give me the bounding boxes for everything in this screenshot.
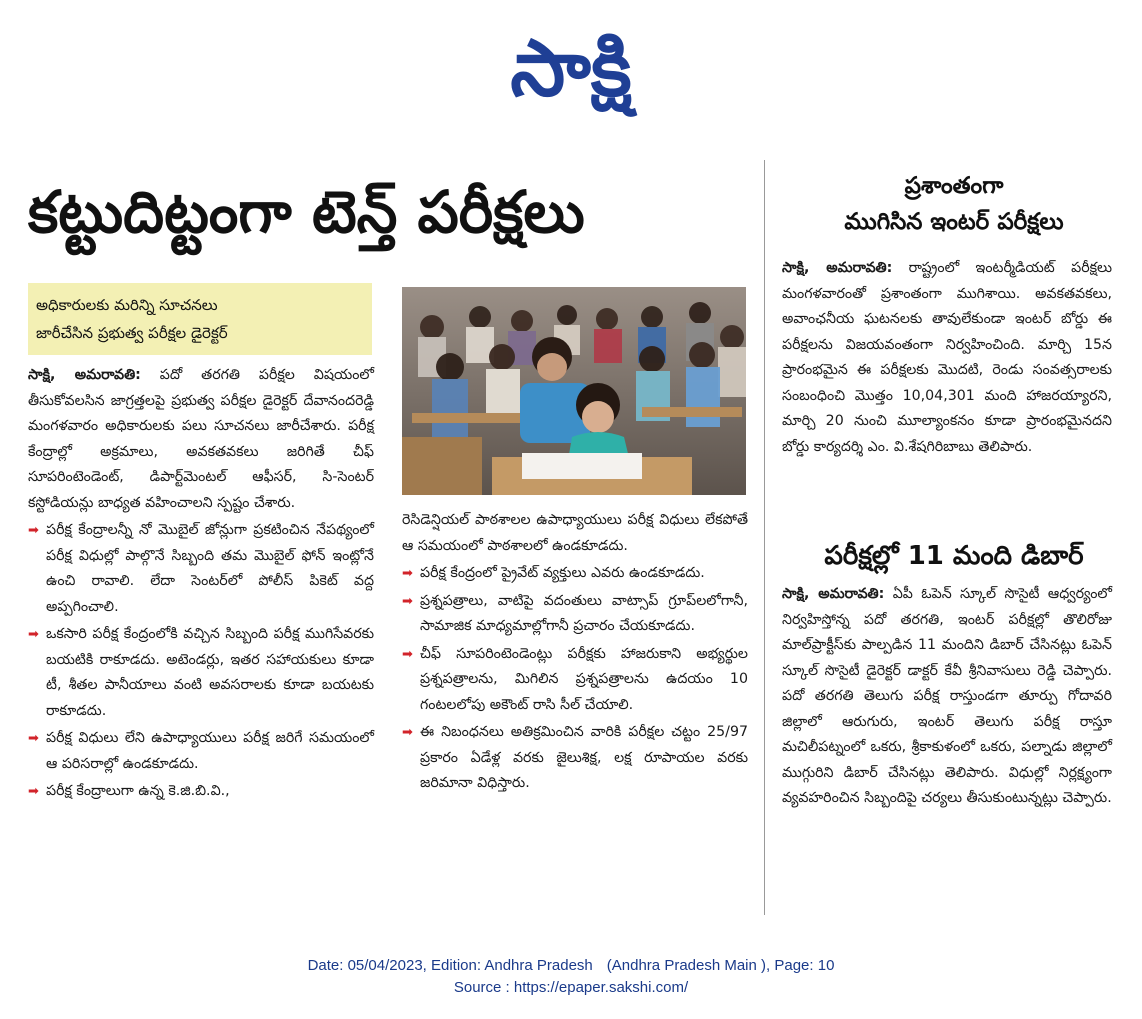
side-article-2-text: ఏపీ ఓపెన్ స్కూల్ సొసైటీ ఆధ్వర్యంలో నిర్వహిస్తోన్న పదో తరగతి, ఇంటర్ పరీక్షల్లో తొలిరోజు మాల్‌ప్రాక్టీస్‌కు పాల్పడిన 11 మందిని డిబార్ చేసినట్లు ఓపెన్ స్కూల్ సొసైటీ డైరెక్టర్ డాక్టర్ కేవీ శ్రీనివాసులు రెడ్డి చెప్పారు. పదో తరగతి తెలుగు పరీక్ష రాస్తుండగా తూర్పు గోదావరి జిల్లాలో ఆరుగురు, ఇంటర్ తెలుగు పరీక్ష రాస్తూ మచిలీపట్నంలో ఒకరు, శ్రీకాకుళంలో ఒకరు, పల్నాడు జిల్లాలో ముగ్గురిని డిబార్ చేసినట్లు తెలిపారు. విధుల్లో నిర్లక్ష్యంగా వ్యవహరించిన సిబ్బందిపై చర్యలు తీసుకుంటున్నట్లు చెప్పారు. xyxy=(782,586,1113,806)
footer-source: Source : https://epaper.sakshi.com/ xyxy=(453,979,689,996)
main-article-col-2 xyxy=(402,508,748,799)
dateline: సాక్షి, అమరావతి: xyxy=(28,367,141,383)
arrow-bullet-icon: ➡ xyxy=(28,627,39,642)
dateline: సాక్షి, అమరావతి: xyxy=(782,260,893,276)
arrow-bullet-icon: ➡ xyxy=(28,784,39,799)
dateline: సాక్షి, అమరావతి: xyxy=(782,586,885,602)
list-item: ➡ చీఫ్ సూపరింటెండెంట్లు పరీక్షకు హాజరుకాని అభ్యర్థుల ప్రశ్నపత్రాలను, మిగిలిన ప్రశ్నపత్రాలను ఉదయం 10 గంటలలోపు అకౌంట్ రాసి సీల్ చేయాలి. xyxy=(402,642,748,719)
subhead-line-2: జారీచేసిన ప్రభుత్వ పరీక్షల డైరెక్టర్ xyxy=(36,324,228,342)
footer-edition: (Andhra Pradesh Main ), Page: 10 xyxy=(606,957,835,974)
arrow-bullet-icon: ➡ xyxy=(402,725,413,740)
side-article-2-headline: పరీక్షల్లో 11 మంది డిబార్ xyxy=(824,541,1084,571)
footer-line-1 xyxy=(0,955,1142,977)
list-item: ➡ పరీక్ష కేంద్రాలన్నీ నో మొబైల్ జోన్లుగా ప్రకటించిన నేపథ్యంలో పరీక్ష విధుల్లో పాల్గొనే సిబ్బంది తమ మొబైల్ ఫోన్ ఇంట్లోనే ఉంచి రావాలి. లేదా సెంటర్‌లో పోలీస్ పికెట్ వద్ద అప్పగించాలి. xyxy=(28,518,374,620)
list-item: ➡ పరీక్ష కేంద్రంలో ప్రైవేట్ వ్యక్తులు ఎవరు ఉండకూడదు. xyxy=(402,561,748,587)
side-article-2-body xyxy=(782,582,1112,814)
main-article-intro xyxy=(28,363,374,516)
footer xyxy=(0,955,1142,999)
intro-text: పదో తరగతి పరీక్షల విషయంలో తీసుకోవలసిన జాగ్రత్తలపై ప్రభుత్వ పరీక్షల డైరెక్టర్ దేవానందరెడ్డి మంగళవారం అధికారులకు పలు సూచనలు జారీచేశారు. పరీక్ష కేంద్రాల్లో అక్రమాలు, అవకతవకలు జరిగితే చీఫ్ సూపరింటెండెంట్, డిపార్ట్‌మెంటల్ ఆఫీసర్, సి-సెంటర్ కస్టోడియన్లు బాధ్యత వహించాలని స్పష్టం చేశారు. xyxy=(28,367,375,511)
list-item: ➡ ఒకసారి పరీక్ష కేంద్రంలోకి వచ్చిన సిబ్బంది పరీక్ష ముగిసేవరకు బయటికి రాకూడదు. అటెండర్లు, ఇతర సహాయకులు కూడా టీ, శీతల పానీయాలు వంటి అవసరాలకు కూడా బయటకు రాకూడదు. xyxy=(28,622,374,724)
list-item: ➡ ఈ నిబంధనలు అతిక్రమించిన వారికి పరీక్షల చట్టం 25/97 ప్రకారం ఏడేళ్ల వరకు జైలుశిక్ష, లక్ష రూపాయల వరకు జరిమానా విధిస్తారు. xyxy=(402,720,748,797)
side-article-1-text: రాష్ట్రంలో ఇంటర్మీడియట్ పరీక్షలు మంగళవారంతో ప్రశాంతంగా ముగిశాయి. అవకతవకలు, అవాంఛనీయ ఘటనలకు తావులేకుండా ఇంటర్ బోర్డు ఈ పరీక్షలను విజయవంతంగా నిర్వహించింది. మార్చి 15న ప్రారంభమైన ఈ పరీక్షలకు మొదటి, రెండు సంవత్సరాలకు సంబంధించి మొత్తం 10,04,301 మంది హాజరయ్యారని, మార్చి 20 నుంచి మూల్యాంకనం కూడా ప్రారంభమైనదని బోర్డు కార్యదర్శి ఎం. వి.శేషగిరిబాబు తెలిపారు. xyxy=(782,260,1112,455)
subhead-box xyxy=(28,283,372,355)
arrow-bullet-icon: ➡ xyxy=(402,646,413,662)
column-divider xyxy=(764,160,765,915)
subhead-line-1: అధికారులకు మరిన్ని సూచనలు xyxy=(36,296,218,314)
list-item: ➡ పరీక్ష కేంద్రాలుగా ఉన్న కె.జి.బి.వి., xyxy=(28,779,374,805)
footer-date: Date: 05/04/2023, Edition: Andhra Pradesh xyxy=(307,957,593,974)
arrow-bullet-icon: ➡ xyxy=(402,593,413,609)
arrow-bullet-icon: ➡ xyxy=(28,731,39,746)
masthead xyxy=(0,0,1142,140)
side-article-1-body xyxy=(782,256,1112,462)
continuation-text: రెసిడెన్షియల్ పాఠశాలల ఉపాధ్యాయులు పరీక్ష విధులు లేకపోతే ఆ సమయంలో పాఠశాలలో ఉండకూడదు. xyxy=(402,512,748,554)
side-headline-line-2: ముగిసిన ఇంటర్ పరీక్షలు xyxy=(844,209,1064,235)
main-headline: కట్టుదిట్టంగా టెన్త్ పరీక్షలు xyxy=(28,178,585,246)
main-article-col-1 xyxy=(28,363,374,807)
side-headline-line-1: ప్రశాంతంగా xyxy=(904,173,1004,199)
sakshi-logo xyxy=(461,15,681,125)
list-item: ➡ పరీక్ష విధులు లేని ఉపాధ్యాయులు పరీక్ష జరిగే సమయంలో ఆ పరిసరాల్లో ఉండకూడదు. xyxy=(28,726,374,777)
arrow-bullet-icon: ➡ xyxy=(402,566,413,581)
list-item: ➡ ప్రశ్నపత్రాలు, వాటిపై వదంతులు వాట్సాప్ గ్రూప్‌లలోగానీ, సామాజిక మాధ్యమాల్లోగానీ ప్రచారం చేయకూడదు. xyxy=(402,589,748,640)
exam-hall-photo xyxy=(402,287,746,495)
svg-text:సాక్షి: సాక్షి xyxy=(510,24,632,114)
arrow-bullet-icon: ➡ xyxy=(28,523,39,538)
side-article-1-headline xyxy=(782,168,1126,240)
